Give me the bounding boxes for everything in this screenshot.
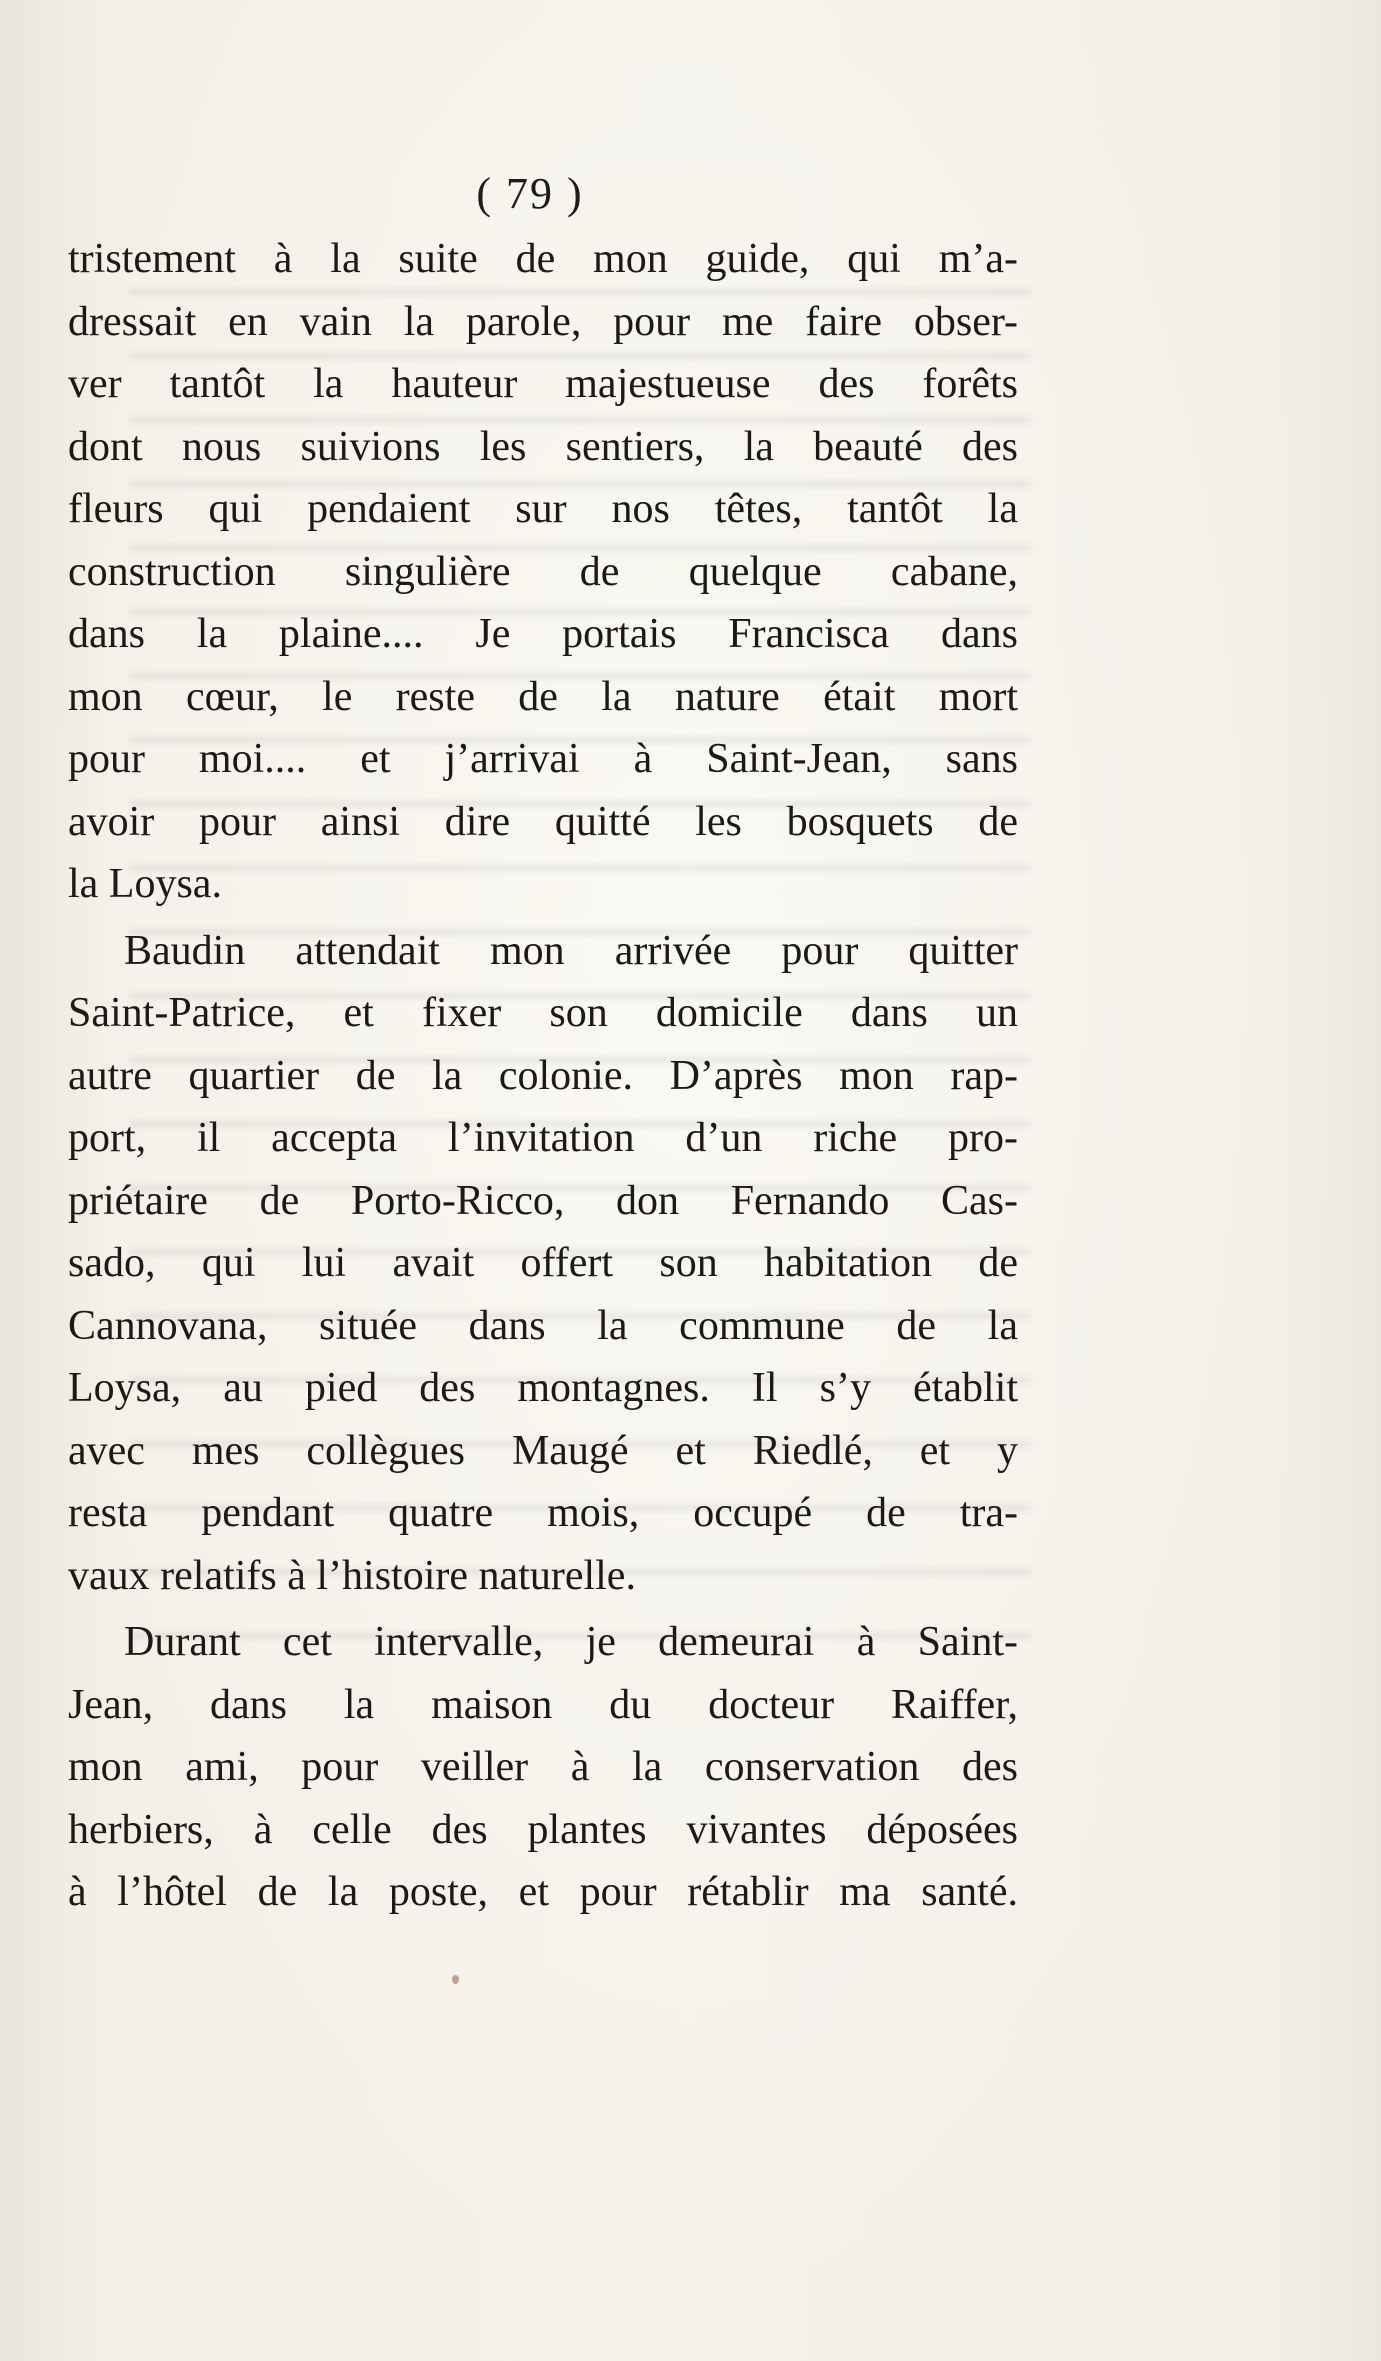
paragraph-3 <box>68 1611 1018 1924</box>
text-line: fleurs qui pendaient sur nos têtes, tantôt la <box>68 486 1018 532</box>
text-line: Loysa, au pied des montagnes. Il s’y établit <box>68 1365 1018 1411</box>
text-line: Jean, dans la maison du docteur Raiffer, <box>68 1681 1018 1728</box>
text-line: dans la plaine.... Je portais Francisca dans <box>68 611 1018 657</box>
text-line: mon ami, pour veiller à la conservation des <box>68 1744 1018 1790</box>
text-line: pour moi.... et j’arrivai à Saint-Jean, sans <box>68 736 1018 782</box>
body-text <box>68 228 1018 1924</box>
text-line: resta pendant quatre mois, occupé de tra- <box>68 1490 1018 1536</box>
text-line: priétaire de Porto-Ricco, don Fernando Cas- <box>68 1177 1018 1224</box>
text-line: tristement à la suite de mon guide, qui m’a- <box>68 236 1018 282</box>
text-line: la Loysa. <box>68 861 222 907</box>
text-line: avec mes collègues Maugé et Riedlé, et y <box>68 1427 1018 1474</box>
text-line: vaux relatifs à l’histoire naturelle. <box>68 1552 636 1599</box>
text-line: ver tantôt la hauteur majestueuse des forêts <box>68 361 1018 407</box>
text-line: Cannovana, située dans la commune de la <box>68 1302 1018 1349</box>
text-line: dressait en vain la parole, pour me faire obser- <box>68 298 1018 345</box>
paragraph-2 <box>68 920 1018 1608</box>
text-line: avoir pour ainsi dire quitté les bosquets de <box>68 798 1018 845</box>
text-line: dont nous suivions les sentiers, la beauté des <box>68 423 1018 470</box>
text-line: port, il accepta l’invitation d’un riche pro- <box>68 1115 1018 1161</box>
text-line: Durant cet intervalle, je demeurai à Saint- <box>124 1619 1018 1665</box>
ink-speck <box>452 1975 459 1984</box>
page-number: ( 79 ) <box>476 169 584 218</box>
text-line: herbiers, à celle des plantes vivantes déposées <box>68 1806 1018 1853</box>
text-line: à l’hôtel de la poste, et pour rétablir ma santé. <box>68 1869 1018 1915</box>
text-line: Baudin attendait mon arrivée pour quitter <box>124 927 1018 974</box>
paragraph-1 <box>68 228 1018 916</box>
text-line: construction singulière de quelque cabane, <box>68 548 1018 595</box>
text-line: autre quartier de la colonie. D’après mon rap- <box>68 1052 1018 1099</box>
text-line: Saint-Patrice, et fixer son domicile dans un <box>68 990 1018 1036</box>
text-line: sado, qui lui avait offert son habitation de <box>68 1240 1018 1286</box>
text-line: mon cœur, le reste de la nature était mort <box>68 673 1018 720</box>
